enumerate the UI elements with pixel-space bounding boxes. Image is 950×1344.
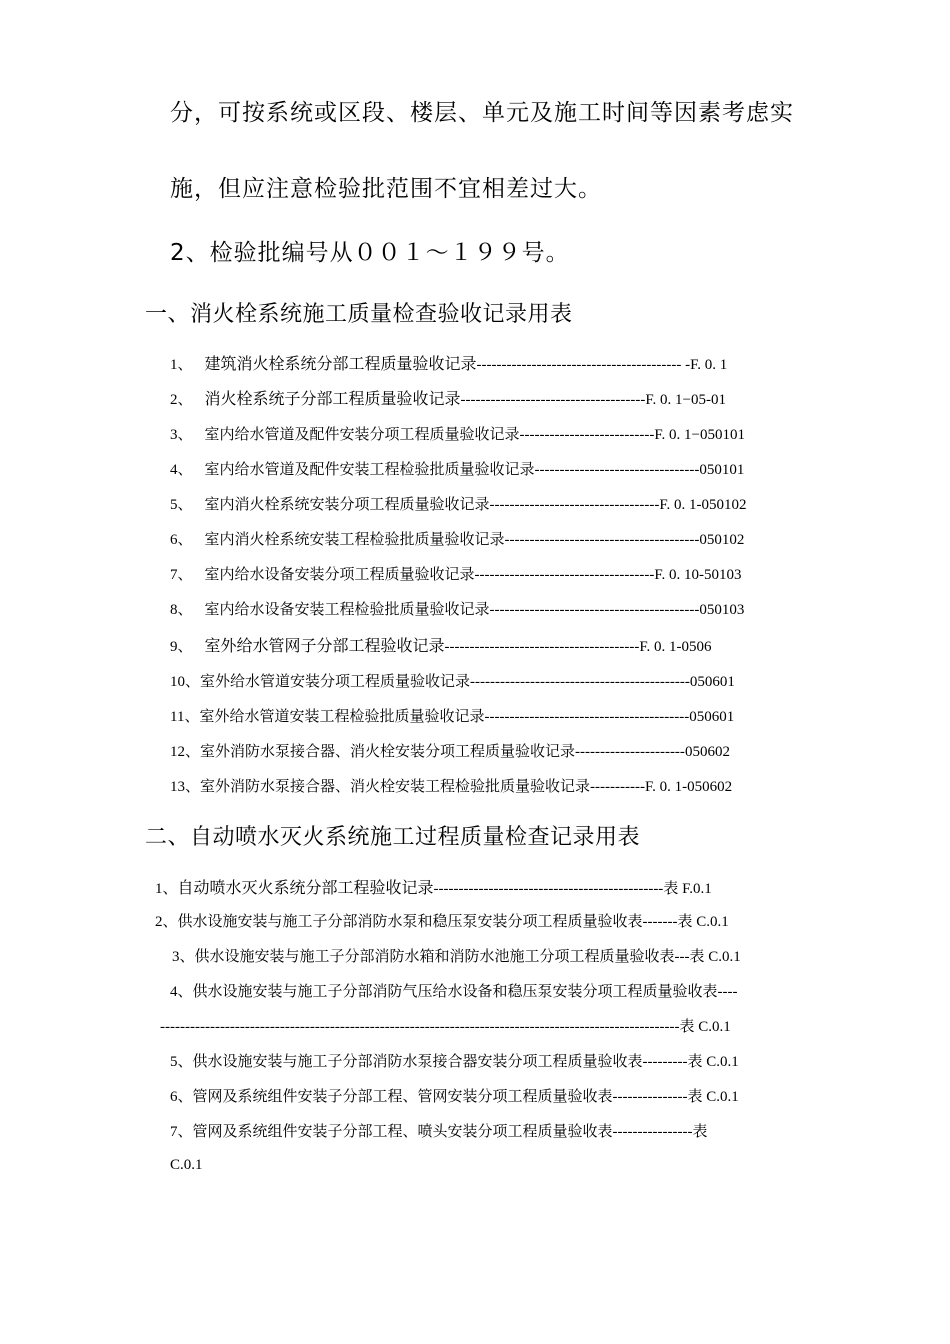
item-code: 表 F.0.1 [663, 881, 712, 897]
list-item [170, 1085, 739, 1106]
item-code: 表 C.0.1 [677, 914, 729, 930]
item-leader-dashes: ---------------------------------------------- [433, 881, 664, 897]
list-item [170, 563, 742, 584]
item-number: 7、 [170, 567, 193, 583]
list-item [170, 670, 735, 691]
item-leader-dashes: ------- [642, 914, 678, 930]
item-code: 050601 [689, 674, 735, 690]
list-item [170, 493, 747, 514]
item-leader-dashes: ----------- [590, 779, 645, 795]
item-leader-dashes: --------------------------------------- [444, 639, 640, 655]
intro-line-3: 2、检验批编号从００１～１９９号。 [170, 240, 570, 266]
item-number: 11、 [170, 709, 200, 725]
item-code: F. 0. 1-0506 [639, 639, 712, 655]
item-title: 消火栓系统子分部工程质量验收记录 [204, 389, 461, 408]
item-code: 表 C.0.1 [687, 1089, 739, 1105]
item-title: 自动喷水灭火系统分部工程验收记录 [177, 878, 434, 897]
list-item [170, 423, 745, 444]
item-title: 室外给水管道安装分项工程质量验收记录 [200, 674, 471, 690]
item-title: 室内给水设备安装分项工程质量验收记录 [204, 567, 475, 583]
item-leader-dashes: ---------------------- [575, 744, 685, 760]
item-number: 3、 [172, 949, 195, 965]
item-number: 4、 [170, 462, 193, 478]
item-title: 室外给水管道安装工程检验批质量验收记录 [199, 709, 485, 725]
item-number: 13、 [170, 779, 201, 795]
item-code: F. 0. 1−050101 [654, 427, 746, 443]
item-code: 050103 [699, 602, 745, 618]
item-code: F. 0. 1 [690, 357, 728, 373]
item-code: 050101 [699, 462, 745, 478]
list-item [172, 945, 741, 966]
item-leader-dashes: ---- [717, 984, 738, 1000]
item-title: 室外消防水泵接合器、消火栓安装分项工程质量验收记录 [200, 744, 576, 760]
item-title: 室内给水设备安装工程检验批质量验收记录 [204, 602, 490, 618]
intro-line-1: 分，可按系统或区段、楼层、单元及施工时间等因素考虑实 [170, 100, 794, 126]
item-code: 表 C.0.1 [689, 949, 741, 965]
item-number: 5、 [170, 1054, 193, 1070]
item-title: 室内消火栓系统安装工程检验批质量验收记录 [204, 532, 505, 548]
item-leader-dashes: ------------------------------------ [474, 567, 655, 583]
item-leader-dashes: ----------------------------------------- [484, 709, 690, 725]
item-number: 2、 [170, 392, 193, 408]
item-title: 供水设施安装与施工子分部消防水箱和消防水池施工分项工程质量验收表 [194, 949, 675, 965]
item-number: 3、 [170, 427, 193, 443]
list-item [170, 1120, 707, 1141]
item-code: F. 0. 1−05-01 [645, 392, 726, 408]
item-title: 供水设施安装与施工子分部消防气压给水设备和稳压泵安装分项工程质量验收表 [192, 984, 718, 1000]
list-item [170, 633, 711, 656]
item-title: 供水设施安装与施工子分部消防水泵接合器安装分项工程质量验收表 [192, 1054, 643, 1070]
item-number: 6、 [170, 532, 193, 548]
item-number: 1、 [155, 881, 178, 897]
list-item [170, 528, 744, 549]
item-leader-dashes: --------------------------------------- [504, 532, 700, 548]
list-item-continuation [160, 1015, 731, 1036]
item-code-continuation: C.0.1 [170, 1157, 203, 1173]
item-code: 050602 [684, 744, 730, 760]
item-number: 9、 [170, 639, 193, 655]
list-item [170, 386, 726, 409]
item-code: F. 0. 1-050602 [644, 779, 733, 795]
item-title: 室内消火栓系统安装分项工程质量验收记录 [204, 497, 490, 513]
item-code: 050102 [699, 532, 745, 548]
intro-line-2: 施，但应注意检验批范围不宜相差过大。 [170, 176, 602, 202]
item-number: 6、 [170, 1089, 193, 1105]
item-title: 管网及系统组件安装子分部工程、管网安装分项工程质量验收表 [192, 1089, 613, 1105]
list-item [170, 1050, 739, 1071]
item-leader-dashes: --- [674, 949, 690, 965]
item-title: 建筑消火栓系统分部工程质量验收记录 [204, 354, 477, 373]
list-item [170, 775, 732, 796]
section1-heading: 一、消火栓系统施工质量检查验收记录用表 [145, 302, 573, 327]
item-title: 室内给水管道及配件安装分项工程质量验收记录 [204, 427, 520, 443]
item-code: F. 0. 10-50103 [654, 567, 742, 583]
list-item [170, 740, 730, 761]
item-title: 室外给水管网子分部工程验收记录 [204, 636, 445, 655]
item-number: 2、 [155, 914, 178, 930]
item-title: 供水设施安装与施工子分部消防水泵和稳压泵安装分项工程质量验收表 [177, 914, 643, 930]
item-leader-dashes: ------------------------------------------ [489, 602, 700, 618]
item-number: 1、 [170, 357, 193, 373]
item-title: 室外消防水泵接合器、消火栓安装工程检验批质量验收记录 [200, 779, 591, 795]
list-item [170, 705, 734, 726]
item-number: 5、 [170, 497, 193, 513]
item-code: 表 C.0.1 [687, 1054, 739, 1070]
item-code: 表 [692, 1124, 708, 1140]
item-leader-dashes: ------------------------------------- [460, 392, 646, 408]
list-item [170, 458, 744, 479]
list-item [155, 875, 712, 898]
item-code: 050601 [689, 709, 735, 725]
item-title: 管网及系统组件安装子分部工程、喷头安装分项工程质量验收表 [192, 1124, 613, 1140]
item-code: F. 0. 1-050102 [659, 497, 747, 513]
item-leader-dashes: --------------- [612, 1089, 688, 1105]
item-leader-dashes: ----------------------------------------- - [476, 357, 691, 373]
item-leader-dashes: -------------------------------------------- [470, 674, 690, 690]
item-leader-dashes: --------------------------- [519, 427, 655, 443]
item-leader-dashes: ---------------- [612, 1124, 693, 1140]
item-number: 8、 [170, 602, 193, 618]
list-item [170, 598, 744, 619]
item-number: 7、 [170, 1124, 193, 1140]
section2-heading: 二、自动喷水灭火系统施工过程质量检查记录用表 [145, 825, 641, 850]
item-code: 表 C.0.1 [679, 1019, 731, 1035]
item-number: 10、 [170, 674, 201, 690]
list-item [170, 980, 738, 1001]
item-leader-dashes: ---------------------------------- [489, 497, 660, 513]
list-item [155, 910, 729, 931]
item-leader-dashes: -------------------------------------------------------------------------------------------------------- [160, 1019, 680, 1035]
item-leader-dashes: --------- [642, 1054, 688, 1070]
item-number: 4、 [170, 984, 193, 1000]
list-item [170, 351, 727, 374]
item-title: 室内给水管道及配件安装工程检验批质量验收记录 [204, 462, 535, 478]
item-number: 12、 [170, 744, 201, 760]
item-leader-dashes: --------------------------------- [534, 462, 700, 478]
